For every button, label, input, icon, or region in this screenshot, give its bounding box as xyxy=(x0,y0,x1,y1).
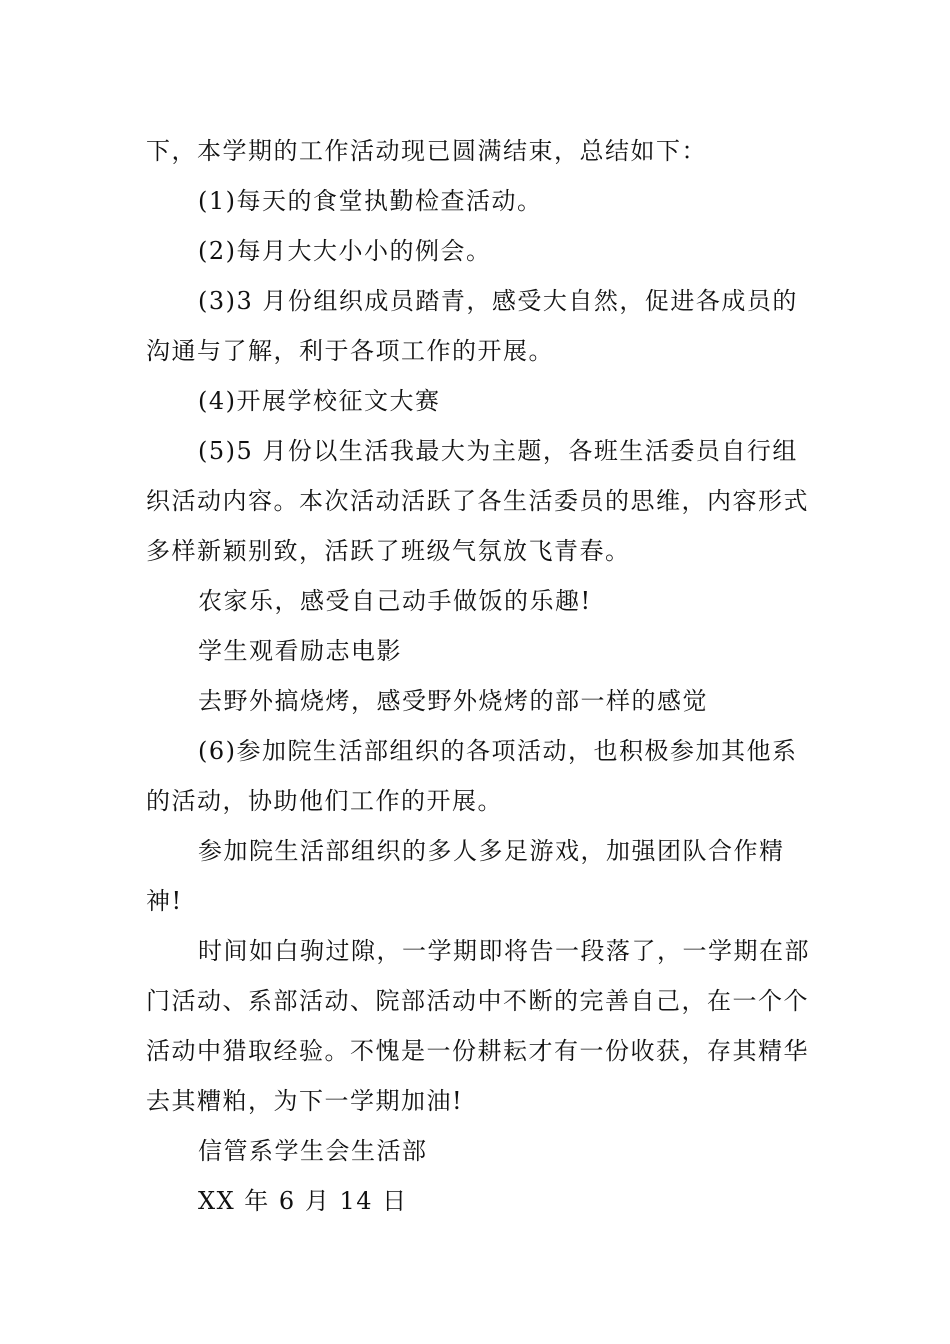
signature-department: 信管系学生会生活部 xyxy=(198,1137,428,1165)
signature-date: XX 年 6 月 14 日 xyxy=(198,1187,408,1215)
paragraph-1: 下，本学期的工作活动现已圆满结束，总结如下： xyxy=(146,137,707,165)
document-body xyxy=(146,126,810,1226)
paragraph-9: 去野外搞烧烤，感受野外烧烤的部一样的感觉 xyxy=(198,687,708,715)
paragraph-10: (6)参加院生活部组织的各项活动，也积极参加其他系的活动，协助他们工作的开展。 xyxy=(146,737,798,815)
paragraph-3: (2)每月大大小小的例会。 xyxy=(198,237,492,265)
paragraph-8: 学生观看励志电影 xyxy=(198,637,402,665)
paragraph-7: 农家乐，感受自己动手做饭的乐趣! xyxy=(198,587,592,615)
paragraph-2: (1)每天的食堂执勤检查活动。 xyxy=(198,187,543,215)
paragraph-4: (3)3 月份组织成员踏青，感受大自然，促进各成员的沟通与了解，利于各项工作的开展。 xyxy=(146,287,798,365)
paragraph-11: 参加院生活部组织的多人多足游戏，加强团队合作精神! xyxy=(146,837,785,915)
paragraph-12: 时间如白驹过隙，一学期即将告一段落了，一学期在部门活动、系部活动、院部活动中不断的完善自己，在一个个活动中猎取经验。不愧是一份耕耘才有一份收获，存其精华去其糟粕，为下一学期加油! xyxy=(146,937,810,1115)
paragraph-5: (4)开展学校征文大赛 xyxy=(198,387,441,415)
paragraph-6: (5)5 月份以生活我最大为主题，各班生活委员自行组织活动内容。本次活动活跃了各生活委员的思维，内容形式多样新颖别致，活跃了班级气氛放飞青春。 xyxy=(146,437,809,565)
